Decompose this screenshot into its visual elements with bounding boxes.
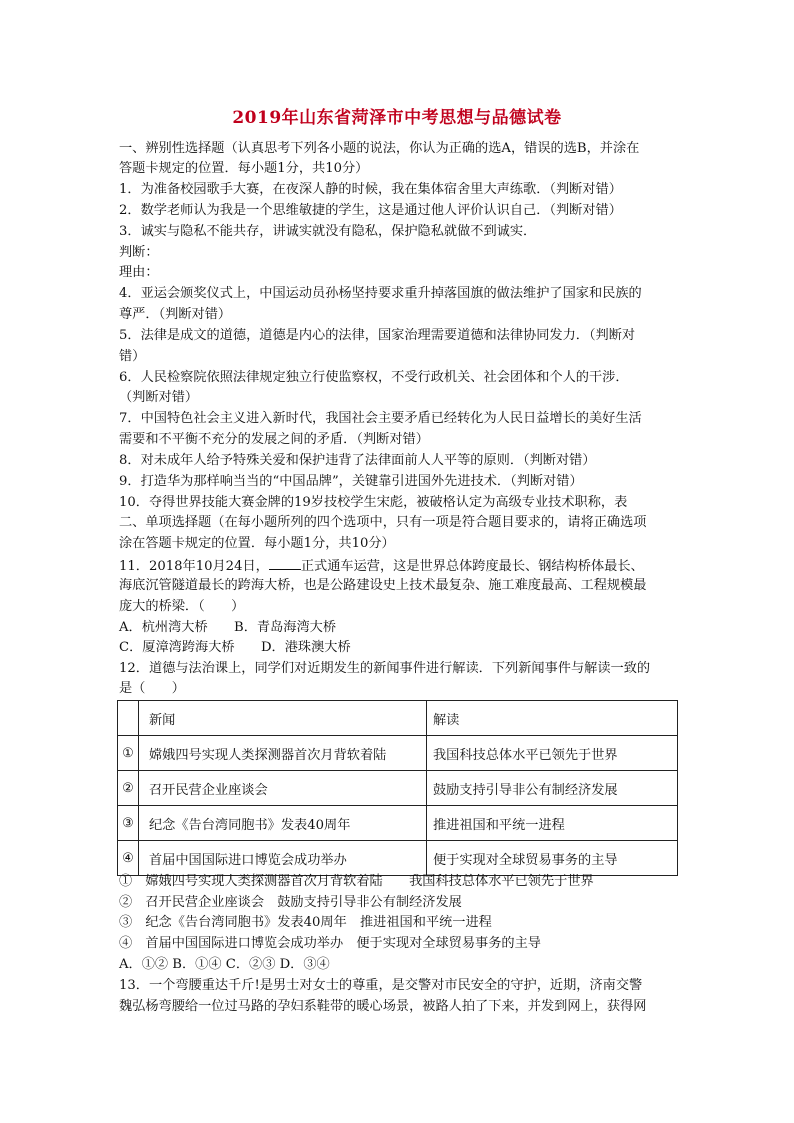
section-2-instruction-cont: 涂在答题卡规定的位置．每小题1分，共10分） xyxy=(119,536,395,551)
page-title: 2019年山东省菏泽市中考思想与品德试卷 xyxy=(232,108,562,128)
section-1-instruction: 一、辨别性选择题（认真思考下列各小题的说法，你认为正确的选A，错误的选B，并涂在 xyxy=(119,141,640,156)
table-header-reading: 解读 xyxy=(427,701,678,736)
table-header-cell xyxy=(118,701,139,736)
question-6-cont: （判断对错） xyxy=(119,390,199,405)
question-11-options-ab: A．杭州湾大桥 B．青岛海湾大桥 xyxy=(119,620,337,635)
question-5: 5．法律是成文的道德，道德是内心的法律，国家治理需要道德和法律协同发力．（判断对 xyxy=(119,328,636,343)
list-item: ③ 纪念《告台湾同胞书》发表40周年 推进祖国和平统一进程 xyxy=(119,915,492,930)
news-cell: 嫦娥四号实现人类探测器首次月背软着陆 xyxy=(139,736,427,771)
question-7-cont: 需要和不平衡不充分的发展之间的矛盾．（判断对错） xyxy=(119,432,429,447)
row-number: ② xyxy=(118,771,139,806)
question-5-cont: 错） xyxy=(119,349,146,364)
table-header-news: 新闻 xyxy=(139,701,427,736)
question-3-judge: 判断： xyxy=(119,245,159,260)
question-2: 2．数学老师认为我是一个思维敏捷的学生，这是通过他人评价认识自己．（判断对错） xyxy=(119,203,622,218)
question-7: 7．中国特色社会主义进入新时代，我国社会主要矛盾已经转化为人民日益增长的美好生活 xyxy=(119,411,642,426)
table-row xyxy=(118,771,678,806)
reading-cell: 鼓励支持引导非公有制经济发展 xyxy=(427,771,678,806)
reading-cell: 我国科技总体水平已领先于世界 xyxy=(427,736,678,771)
question-11-cont: 海底沉管隧道最长的跨海大桥，也是公路建设史上技术最复杂、施工难度最高、工程规模最 xyxy=(119,578,647,593)
question-13-cont: 魏弘杨弯腰给一位过马路的孕妇系鞋带的暖心场景，被路人拍了下来，并发到网上，获得网 xyxy=(119,999,647,1014)
news-cell: 纪念《告台湾同胞书》发表40周年 xyxy=(139,806,427,841)
news-cell: 首届中国国际进口博览会成功举办 xyxy=(139,841,427,876)
question-11-options-cd: C．厦漳湾跨海大桥 D．港珠澳大桥 xyxy=(119,640,351,655)
answer-blank xyxy=(269,557,301,570)
question-12-cont: 是（ ） xyxy=(119,681,185,696)
list-item: ④ 首届中国国际进口博览会成功举办 便于实现对全球贸易事务的主导 xyxy=(119,936,541,951)
list-item: ② 召开民营企业座谈会 鼓励支持引导非公有制经济发展 xyxy=(119,895,462,910)
question-9: 9．打造华为那样响当当的“中国品牌”，关键靠引进国外先进技术．（判断对错） xyxy=(119,474,583,489)
reading-cell: 推进祖国和平统一进程 xyxy=(427,806,678,841)
table-row xyxy=(118,806,678,841)
question-13: 13．一个弯腰重达千斤!是男士对女士的尊重，是交警对市民安全的守护，近期，济南交警 xyxy=(119,978,643,993)
row-number: ④ xyxy=(118,841,139,876)
news-cell: 召开民营企业座谈会 xyxy=(139,771,427,806)
section-2-instruction: 二、单项选择题（在每小题所列的四个选项中，只有一项是符合题目要求的，请将正确选项 xyxy=(119,515,647,530)
question-3: 3．诚实与隐私不能共存，讲诚实就没有隐私，保护隐私就做不到诚实． xyxy=(119,224,537,239)
question-4: 4．亚运会颁奖仪式上，中国运动员孙杨坚持要求重升掉落国旗的做法维护了国家和民族的 xyxy=(119,286,642,301)
question-11-tail: 正式通车运营，这是世界总体跨度最长、钢结构桥体最长、 xyxy=(300,559,644,574)
question-6: 6．人民检察院依照法律规定独立行使监察权，不受行政机关、社会团体和个人的干涉． xyxy=(119,370,629,385)
question-4-cont: 尊严．（判断对错） xyxy=(119,307,232,322)
question-3-reason: 理由： xyxy=(119,265,159,280)
list-item: ① 嫦娥四号实现人类探测器首次月背软着陆 我国科技总体水平已领先于世界 xyxy=(119,874,594,889)
row-number: ③ xyxy=(118,806,139,841)
question-8: 8．对未成年人给予特殊关爱和保护违背了法律面前人人平等的原则．（判断对错） xyxy=(119,453,596,468)
question-11 xyxy=(119,557,644,575)
news-table xyxy=(117,700,678,876)
table-row xyxy=(118,841,678,876)
section-1-instruction-cont: 答题卡规定的位置．每小题1分，共10分） xyxy=(119,161,369,176)
question-12-options: A．①② B．①④ C．②③ D．③④ xyxy=(119,957,330,972)
row-number: ① xyxy=(118,736,139,771)
reading-cell: 便于实现对全球贸易事务的主导 xyxy=(427,841,678,876)
table-row xyxy=(118,736,678,771)
question-1: 1．为准备校园歌手大赛，在夜深人静的时候，我在集体宿舍里大声练歌．（判断对错） xyxy=(119,182,622,197)
question-11-lead: 11．2018年10月24日， xyxy=(119,559,269,574)
question-11-cont-2: 庞大的桥梁．（ ） xyxy=(119,599,245,614)
table-header-row xyxy=(118,701,678,736)
question-10: 10．夺得世界技能大赛金牌的19岁技校学生宋彪，被破格认定为高级专业技术职称，表 xyxy=(119,495,628,510)
question-12: 12．道德与法治课上，同学们对近期发生的新闻事件进行解读．下列新闻事件与解读一致的 xyxy=(119,661,651,676)
